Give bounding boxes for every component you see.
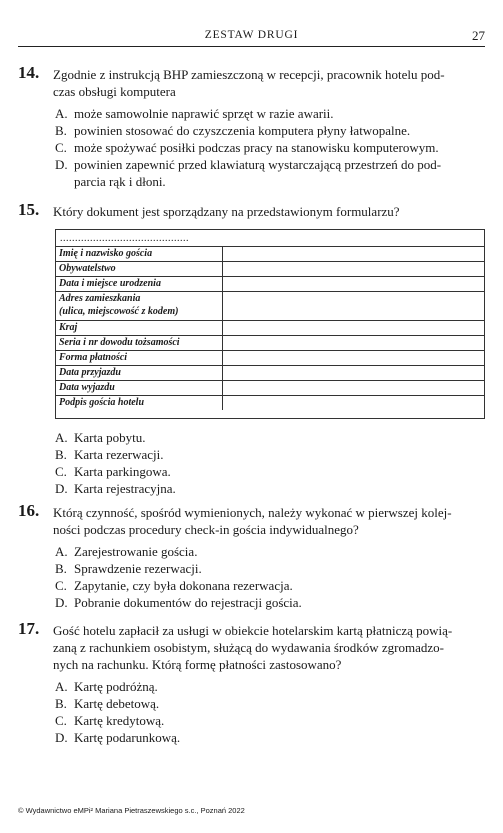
answer-option: [18, 712, 485, 729]
answer-option: [18, 429, 485, 446]
form-row: [56, 336, 484, 351]
form-row: [56, 366, 484, 381]
form-table: [56, 246, 484, 410]
form-row: [56, 351, 484, 366]
form-field-label: Seria i nr dowodu tożsamości: [56, 336, 223, 351]
option-text: Karta rejestracyjna.: [74, 481, 176, 496]
answer-option: [18, 729, 485, 746]
answer-option: [18, 560, 485, 577]
form-field-value: [223, 247, 485, 262]
option-text: Zarejestrowanie gościa.: [74, 544, 198, 559]
answer-option: [18, 446, 485, 463]
question-number: 16.: [18, 501, 40, 520]
answer-option: [18, 678, 485, 695]
question-text-line: [18, 83, 485, 100]
form-field-label: Podpis gościa hotelu: [56, 396, 223, 411]
form-field-value: [223, 277, 485, 292]
option-letter: A.: [55, 544, 68, 559]
form-field-value: [223, 366, 485, 381]
option-text: Kartę debetową.: [74, 696, 160, 711]
section-title: ZESTAW DRUGI: [204, 29, 299, 41]
form-field-value: [223, 396, 485, 411]
form-row: [56, 247, 484, 262]
option-text: powinien stosować do czyszczenia komputera płyny łatwopalne.: [74, 123, 411, 138]
question-text: nych na rachunku. Którą formę płatności zastosowano?: [53, 657, 342, 672]
form-row: [56, 277, 484, 292]
option-letter: D.: [55, 481, 68, 496]
option-letter: B.: [55, 561, 67, 576]
question-text-line: [18, 501, 485, 521]
question-text: Który dokument jest sporządzany na przedstawionym formularzu?: [53, 204, 400, 219]
question-text-line: [18, 639, 485, 656]
form-field-label: Kraj: [56, 321, 223, 336]
option-letter: A.: [55, 430, 68, 445]
form-field-label: Data przyjazdu: [56, 366, 223, 381]
answer-option: [18, 105, 485, 122]
answer-options: [18, 429, 485, 497]
form-field-label: Imię i nazwisko gościa: [56, 247, 223, 262]
page-header: [18, 28, 485, 47]
question-17: [18, 619, 485, 746]
option-letter: B.: [55, 696, 67, 711]
question-14: [18, 63, 485, 190]
form-field-label: Forma płatności: [56, 351, 223, 366]
form-field-value: [223, 262, 485, 277]
option-text: Karta parkingowa.: [74, 464, 171, 479]
answer-option: [18, 156, 485, 173]
question-text: zaną z rachunkiem osobistym, służącą do wydawania środków zgromadzo-: [53, 640, 444, 655]
answer-option: [18, 463, 485, 480]
question-15: [18, 200, 485, 220]
form-row: [56, 262, 484, 277]
option-letter: D.: [55, 730, 68, 745]
option-letter: A.: [55, 679, 68, 694]
page-number: 27: [472, 28, 485, 43]
form-field-value: [223, 292, 485, 321]
option-text: Kartę podróżną.: [74, 679, 158, 694]
option-text: Karta pobytu.: [74, 430, 146, 445]
answer-option: [18, 139, 485, 156]
question-text-line: [18, 63, 485, 83]
answer-options: [18, 543, 485, 611]
answer-option: [18, 173, 485, 190]
option-letter: C.: [55, 713, 67, 728]
option-text: Kartę kredytową.: [74, 713, 165, 728]
question-text-line: [18, 521, 485, 538]
answer-options: [18, 678, 485, 746]
option-text: Karta rezerwacji.: [74, 447, 164, 462]
question-number: 15.: [18, 200, 40, 219]
question-text-line: [18, 200, 485, 220]
option-letter: A.: [55, 106, 68, 121]
form-field-label: Data i miejsce urodzenia: [56, 277, 223, 292]
option-letter: C.: [55, 578, 67, 593]
option-text: może spożywać posiłki podczas pracy na stanowisku komputerowym.: [74, 140, 439, 155]
form-row: [56, 381, 484, 396]
option-letter: B.: [55, 447, 67, 462]
form-row: [56, 321, 484, 336]
form-field-label: Obywatelstwo: [56, 262, 223, 277]
form-row: [56, 396, 484, 411]
registration-form: [55, 229, 485, 419]
form-field-value: [223, 351, 485, 366]
option-text: Zapytanie, czy była dokonana rezerwacja.: [74, 578, 293, 593]
answer-option: [18, 577, 485, 594]
form-field-label: Data wyjazdu: [56, 381, 223, 396]
form-field-value: [223, 336, 485, 351]
option-letter: D.: [55, 595, 68, 610]
form-field-label: Adres zamieszkania (ulica, miejscowość z kodem): [56, 292, 223, 321]
question-16: [18, 501, 485, 611]
form-row: [56, 292, 484, 321]
answer-option: [18, 480, 485, 497]
option-letter: C.: [55, 140, 67, 155]
question-15-options: [18, 424, 485, 497]
option-text: powinien zapewnić przed klawiaturą wystarczającą przestrzeń do pod-: [74, 157, 442, 172]
option-letter: C.: [55, 464, 67, 479]
form-field-value: [223, 381, 485, 396]
question-text: Którą czynność, spośród wymienionych, należy wykonać w pierwszej kolej-: [53, 505, 452, 520]
form-field-value: [223, 321, 485, 336]
answer-option: [18, 695, 485, 712]
copyright-footer: © Wydawnictwo eMPi² Mariana Pietraszewskiego s.c., Poznań 2022: [18, 806, 245, 815]
option-text: może samowolnie naprawić sprzęt w razie awarii.: [74, 106, 334, 121]
answer-option: [18, 543, 485, 560]
option-text: Pobranie dokumentów do rejestracji gościa.: [74, 595, 302, 610]
question-text-line: [18, 656, 485, 673]
answer-options: [18, 105, 485, 190]
option-text: Kartę podarunkową.: [74, 730, 181, 745]
answer-option: [18, 122, 485, 139]
form-title-dots: ...........................................: [60, 233, 189, 244]
question-text: Zgodnie z instrukcją BHP zamieszczoną w recepcji, pracownik hotelu pod-: [53, 67, 445, 82]
question-text: Gość hotelu zapłacił za usługi w obiekcie hotelarskim kartą płatniczą powią-: [53, 623, 453, 638]
answer-option: [18, 594, 485, 611]
question-text: ności podczas procedury check-in gościa indywidualnego?: [53, 522, 359, 537]
option-letter: D.: [55, 157, 68, 172]
option-text: Sprawdzenie rezerwacji.: [74, 561, 202, 576]
question-text: czas obsługi komputera: [53, 84, 176, 99]
question-number: 17.: [18, 619, 40, 638]
option-text: parcia rąk i dłoni.: [74, 174, 166, 189]
question-text-line: [18, 619, 485, 639]
option-letter: B.: [55, 123, 67, 138]
question-number: 14.: [18, 63, 40, 82]
